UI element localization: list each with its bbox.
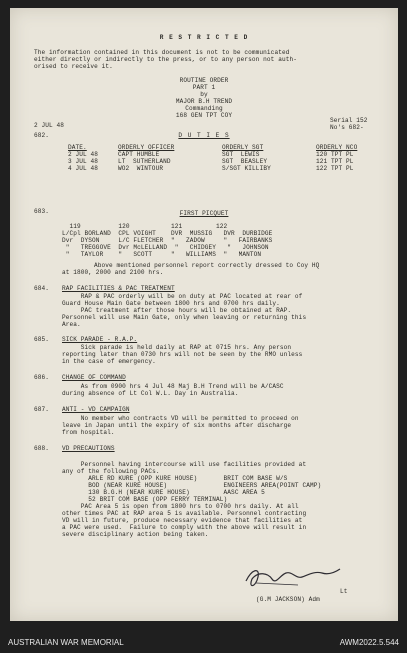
section-number: 683. (34, 208, 50, 215)
duties-col-officer: ORDERLY OFFICER (118, 144, 175, 151)
section-line: Sick parade is held daily at RAP at 0715 hrs. Any person (62, 344, 292, 351)
picquet-heading: FIRST PICQUET (179, 210, 229, 217)
section-line: during absence of Lt Col W.L. Day in Australia. (62, 390, 239, 397)
section-line: Personnel having intercourse will use facilities provided at (62, 461, 307, 468)
order-commanding: Commanding (185, 105, 223, 112)
section-heading: CHANGE OF COMMAND (62, 374, 126, 381)
signature-name: (G.M JACKSON) Adm (256, 596, 320, 603)
order-date: 2 JUL 48 (34, 122, 65, 129)
section-line: Guard House Main Gate between 1800 hrs and 0700 hrs daily. (62, 300, 280, 307)
section-heading: VD PRECAUTIONS (62, 445, 115, 452)
section-heading: RAP FACILITIES & PAC TREATMENT (62, 285, 175, 292)
security-notice-line-1: The information contained in this document is not to be communicated (34, 49, 290, 56)
order-by: by (200, 91, 208, 98)
pac-location: BOD (NEAR KURE HOUSE) ENGINEERS AREA(POINT CAMP) (62, 482, 322, 489)
security-notice-line-3: orised to receive it. (34, 63, 113, 70)
section-heading: SICK PARADE - R.A.P. (62, 336, 138, 343)
duties-sgt: SGT LEWIS (222, 151, 260, 158)
picquet-line: 119 120 121 122 (62, 223, 228, 230)
section-line: Area. (62, 321, 81, 328)
duties-date: 2 JUL 48 (68, 151, 99, 158)
duties-officer: CAPT HUMBLE (118, 151, 160, 158)
duties-officer: LT SUTHERLAND (118, 158, 171, 165)
duties-col-nco: ORDERLY NCO (316, 144, 358, 151)
section-line: in the case of emergency. (62, 358, 156, 365)
duties-heading: D U T I E S (178, 132, 230, 139)
section-line: reporting later than 0730 hrs will not be seen by the RMO unless (62, 351, 303, 358)
document-page (10, 8, 398, 621)
section-number: 684. (34, 285, 50, 292)
pac-location: 52 BRIT COM BASE (OPP FERRY TERMINAL) (62, 496, 228, 503)
section-line: Personnel will use Main Gate, only when leaving or returning this (62, 314, 307, 321)
duties-nco: 122 TPT PL (316, 165, 354, 172)
order-serial: Serial 152 (330, 117, 368, 124)
section-number: 682. (34, 132, 50, 139)
section-line: RAP & PAC orderly will be on duty at PAC located at rear of (62, 293, 303, 300)
section-line: PAC treatment after those hours will be obtained at RAP. (62, 307, 292, 314)
section-line: VD will in future, produce necessary evidence that facilities at (62, 517, 303, 524)
duties-nco: 120 TPT PL (316, 151, 354, 158)
section-line: PAC Area 5 is open from 1800 hrs to 0700 hrs daily. At all (62, 503, 299, 510)
archive-footer (0, 625, 407, 653)
section-line: a PAC were used. Failure to comply with the above will result in (62, 524, 307, 531)
duties-sgt: S/SGT KILLIBY (222, 165, 271, 172)
section-line: No member who contracts VD will be permitted to proceed on (62, 415, 299, 422)
handwritten-signature (238, 563, 348, 593)
restricted-heading: R E S T R I C T E D (159, 34, 249, 41)
section-line: leave in Japan until the expiry of six months after discharge (62, 422, 292, 429)
section-number: 688. (34, 445, 50, 452)
duties-col-sgt: ORDERLY SGT (222, 144, 264, 151)
section-heading: ANTI - VD CAMPAIGN (62, 406, 130, 413)
duties-date: 4 JUL 48 (68, 165, 99, 172)
picquet-line: " TREGGOVE Dvr McLELLAND " CHIDGEY " JOHNSON (62, 244, 269, 251)
section-line: other times PAC at RAP area 5 is available. Personnel contracting (62, 510, 307, 517)
duties-nco: 121 TPT PL (316, 158, 354, 165)
footer-accession-number: AWM2022.5.544 (339, 638, 399, 647)
duties-sgt: SGT BEASLEY (222, 158, 268, 165)
section-number: 687. (34, 406, 50, 413)
section-line: from hospital. (62, 429, 115, 436)
order-title: ROUTINE ORDER (179, 77, 229, 84)
picquet-line: Dvr DYSON L/C FLETCHER " ZADOW " FAIRBANKS (62, 237, 273, 244)
picquet-line: " TAYLOR " SCOTT " WILLIAMS " MANTON (62, 251, 262, 258)
section-number: 686. (34, 374, 50, 381)
pac-location: 130 B.G.H (NEAR KURE HOUSE) AASC AREA 5 (62, 489, 265, 496)
duties-officer: WO2 WINTOUR (118, 165, 164, 172)
duties-col-date: DATE. (68, 144, 87, 151)
section-number: 685. (34, 336, 50, 343)
picquet-line: L/Cpl BORLAND CPL VOIGHT DVR MUSSIG DVR DURBIDGE (62, 230, 273, 237)
security-notice-line-2: either directly or indirectly to the press, or to any person not auth- (34, 56, 297, 63)
section-line: severe disciplinary action being taken. (62, 531, 209, 538)
signature-rank: Lt (340, 588, 348, 595)
picquet-note: Above mentioned personnel report correctly dressed to Coy HQ (94, 262, 320, 269)
section-line: any of the following PACs. (62, 468, 160, 475)
order-commander: MAJOR B.H TREND (175, 98, 233, 105)
pac-location: ARLE RD KURE (OPP KURE HOUSE) BRIT COM BASE W/S (62, 475, 288, 482)
section-line: As from 0900 hrs 4 Jul 48 Maj B.H Trend will be A/CASC (62, 383, 284, 390)
duties-date: 3 JUL 48 (68, 158, 99, 165)
footer-institution: AUSTRALIAN WAR MEMORIAL (8, 638, 124, 647)
order-unit: 168 GEN TPT COY (175, 112, 233, 119)
picquet-note: at 1800, 2000 and 2100 hrs. (62, 269, 164, 276)
order-numbers: No's 682- (330, 124, 364, 131)
order-part: PART 1 (192, 84, 216, 91)
